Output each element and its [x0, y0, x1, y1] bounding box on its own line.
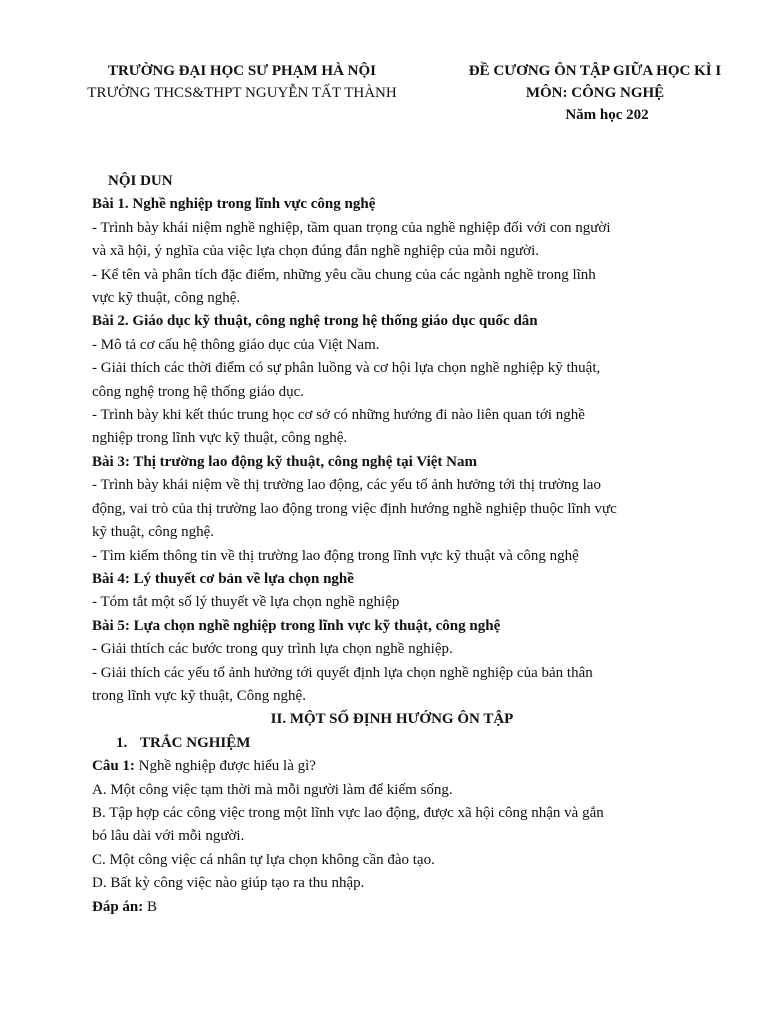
school-header	[62, 60, 422, 104]
document-title: ĐỀ CƯƠNG ÔN TẬP GIỮA HỌC KÌ I	[468, 63, 722, 79]
school-name: TRƯỜNG THCS&THPT NGUYỄN TẤT THÀNH	[87, 85, 397, 101]
lesson-2-title: Bài 2. Giáo dục kỹ thuật, công nghệ trong hệ thống giáo dục quốc dân	[92, 313, 538, 330]
answer-value: B	[143, 898, 158, 915]
question-1	[92, 755, 692, 778]
lesson-4-line: - Tóm tắt một số lý thuyết về lựa chọn nghề nghiệp	[92, 594, 400, 611]
lesson-3-line: động, vai trò của thị trường lao động trong việc định hướng nghề nghiệp thuộc lĩnh vực	[92, 500, 617, 517]
question-label: Câu 1:	[92, 758, 135, 775]
lesson-5-line: - Giải thtích các bước trong quy trình lựa chọn nghề nghiệp.	[92, 641, 453, 658]
school-year: Năm học 202	[565, 107, 649, 123]
answer-option-b: B. Tập hợp các công việc trong một lĩnh vực lao động, được xã hội công nhận và gắn	[92, 804, 604, 821]
answer-label: Đáp án:	[92, 898, 144, 915]
document-body	[92, 170, 692, 919]
section-1-title: NỘI DUN	[108, 173, 173, 189]
university-name: TRƯỜNG ĐẠI HỌC SƯ PHẠM HÀ NỘI	[107, 63, 377, 79]
lesson-1-line: vực kỹ thuật, công nghệ.	[92, 290, 241, 307]
answer-option-d: D. Bất kỳ công việc nào giúp tạo ra thu nhập.	[92, 875, 365, 892]
lesson-2-line: nghiệp trong lĩnh vực kỹ thuật, công nghệ.	[92, 430, 348, 447]
document-header	[0, 60, 768, 130]
lesson-3-line: - Tìm kiếm thông tin về thị trường lao động trong lĩnh vực kỹ thuật và công nghệ	[92, 547, 579, 564]
lesson-3-line: - Trình bày khái niệm về thị trường lao động, các yếu tố ảnh hưởng tới thị trường lao	[92, 477, 601, 494]
lesson-1-line: - Trình bày khái niệm nghề nghiệp, tầm quan trọng của nghề nghiệp đối với con người	[92, 219, 611, 236]
lesson-3-title: Bài 3: Thị trường lao động kỹ thuật, công nghệ tại Việt Nam	[92, 453, 477, 470]
subsection-label: TRẮC NGHIỆM	[140, 734, 251, 751]
lesson-2-line: - Mô tả cơ cấu hệ thông giáo dục của Việt Nam.	[92, 336, 380, 353]
correct-answer	[92, 896, 692, 919]
lesson-5-line: trong lĩnh vực kỹ thuật, Công nghệ.	[92, 687, 306, 704]
lesson-1-title: Bài 1. Nghề nghiệp trong lĩnh vực công nghệ	[92, 196, 376, 213]
subsection-number: 1.	[116, 734, 128, 751]
question-text: Nghề nghiệp được hiểu là gì?	[134, 758, 316, 775]
lesson-2-line: công nghệ trong hệ thống giáo dục.	[92, 383, 305, 400]
lesson-4-title: Bài 4: Lý thuyết cơ bản về lựa chọn nghề	[92, 570, 354, 587]
answer-option-a: A. Một công việc tạm thời mà mỗi người làm để kiếm sống.	[92, 781, 453, 798]
lesson-1-line: và xã hội, ý nghĩa của việc lựa chọn đúng đắn nghề nghiệp của mỗi người.	[92, 243, 539, 260]
section-2-title: II. MỘT SỐ ĐỊNH HƯỚNG ÔN TẬP	[270, 711, 514, 728]
lesson-1-line: - Kể tên và phân tích đặc điểm, những yêu cầu chung của các ngành nghề trong lĩnh	[92, 266, 596, 283]
answer-option-b-cont: bó lâu dài với mỗi người.	[92, 828, 245, 845]
lesson-2-line: - Giải thích các thời điểm có sự phân luồng và cơ hội lựa chọn nghề nghiệp kỹ thuật,	[92, 360, 601, 377]
subject-title: MÔN: CÔNG NGHỆ	[525, 85, 665, 101]
lesson-3-line: kỹ thuật, công nghệ.	[92, 524, 215, 541]
exam-header	[430, 60, 760, 126]
lesson-5-title: Bài 5: Lựa chọn nghề nghiệp trong lĩnh vực kỹ thuật, công nghệ	[92, 617, 501, 634]
lesson-5-line: - Giải thích các yếu tố ảnh hưởng tới quyết định lựa chọn nghề nghiệp của bản thân	[92, 664, 593, 681]
answer-option-c: C. Một công việc cá nhân tự lựa chọn không cần đào tạo.	[92, 851, 435, 868]
lesson-2-line: - Trình bày khi kết thúc trung học cơ sở có những hướng đi nào liên quan tới nghề	[92, 407, 585, 424]
subsection-title	[92, 732, 692, 755]
